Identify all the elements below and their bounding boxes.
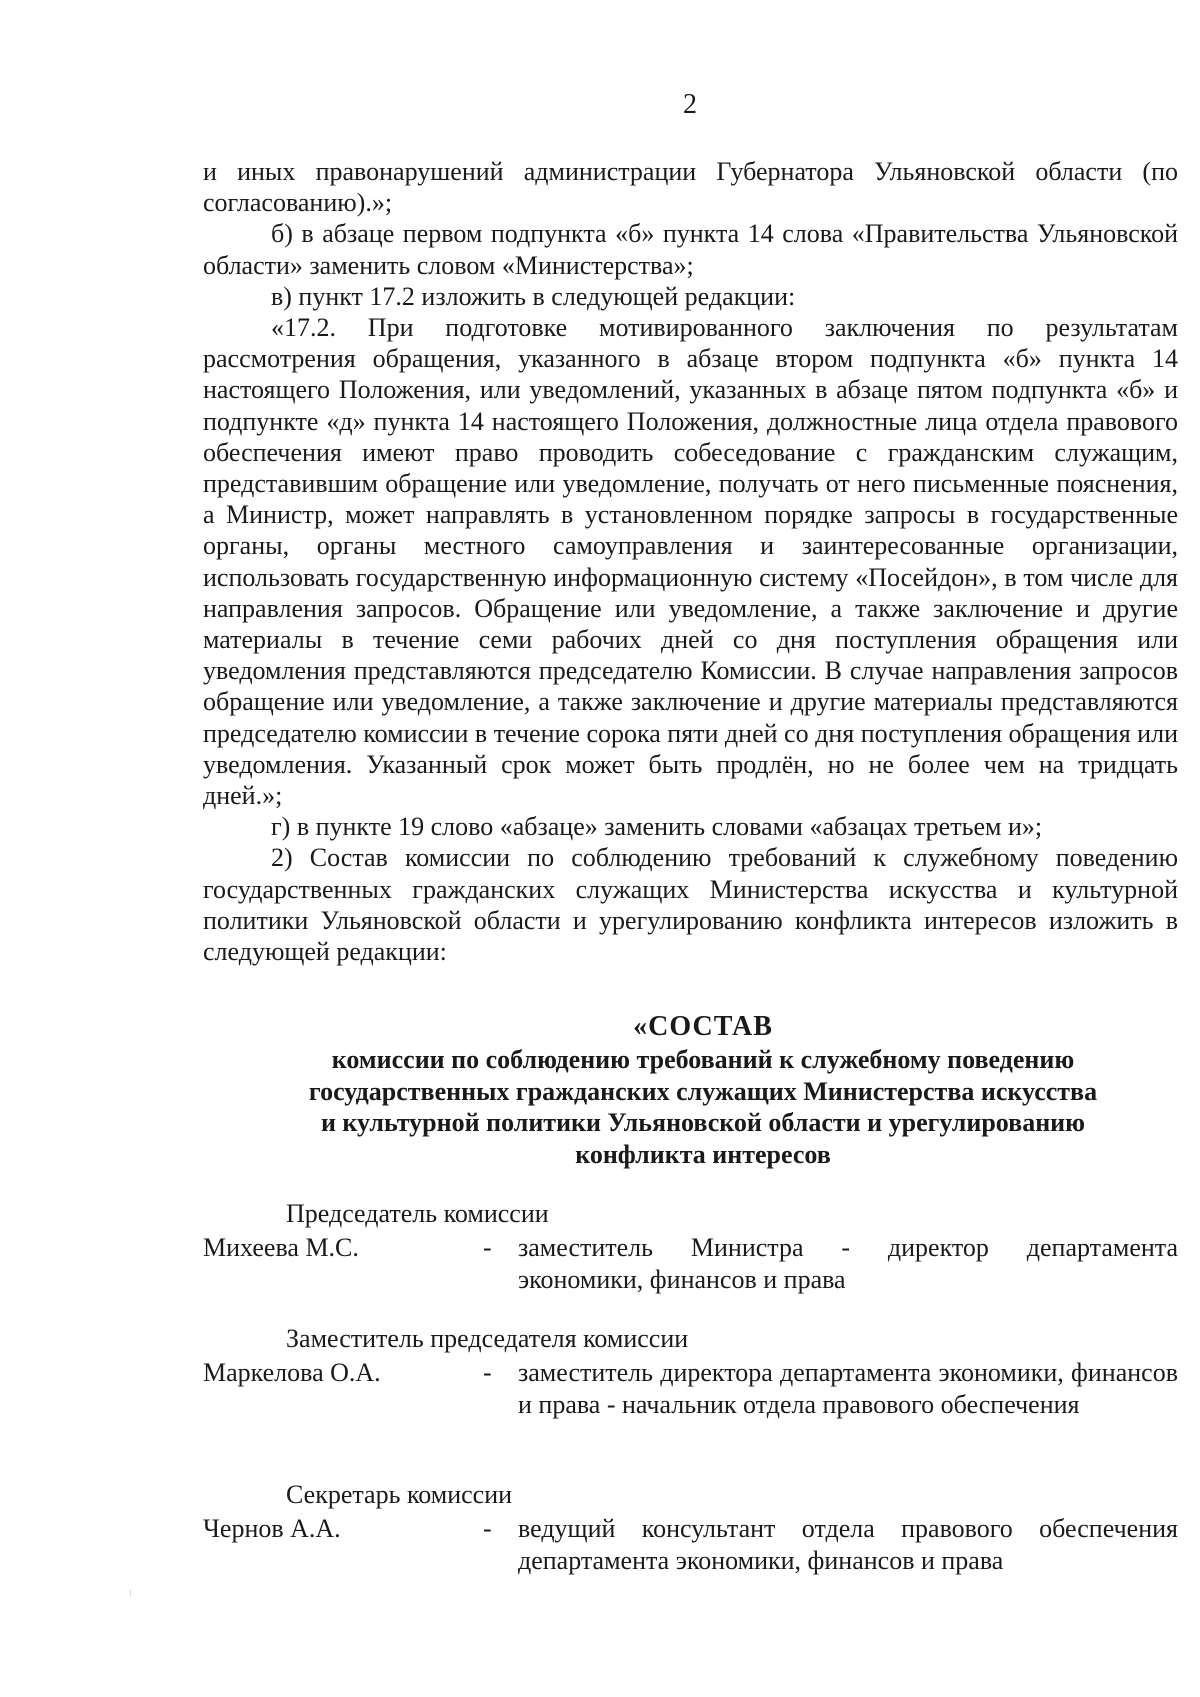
- member-dash: -: [483, 1514, 492, 1543]
- paragraph: б) в абзаце первом подпункта «б» пункта 14 слова «Правительства Ульяновской области» заменить словом «Министерства»;: [203, 219, 1178, 280]
- paragraph: 2) Состав комиссии по соблюдению требований к служебному поведению государственных гражданских служащих Министерства искусства и культурной политики Ульяновской области и урегулированию конфликта интересов изложить в следующей редакции:: [203, 843, 1178, 967]
- member-name: Чернов А.А.: [203, 1514, 341, 1543]
- paragraph: и иных правонарушений администрации Губернатора Ульяновской области (по согласованию).»;: [203, 157, 1178, 218]
- member-dash: -: [483, 1358, 492, 1387]
- member-role: Заместитель председателя комиссии: [286, 1324, 689, 1353]
- member-description: заместитель директора департамента экономики, финансов и права - начальник отдела правового обеспечения: [518, 1358, 1178, 1419]
- heading-title: «СОСТАВ: [633, 1011, 773, 1042]
- member-role: Председатель комиссии: [286, 1199, 549, 1228]
- member-name: Маркелова О.А.: [203, 1358, 381, 1387]
- scan-margin-mark: [130, 1590, 131, 1596]
- paragraph: г) в пункте 19 слово «абзаце» заменить словами «абзацах третьем и»;: [271, 812, 1043, 842]
- member-name: Михеева М.С.: [203, 1233, 359, 1262]
- paragraph: «17.2. При подготовке мотивированного заключения по результатам рассмотрения обращения, указанного в абзаце втором подпункта «б» пункта 14 настоящего Положения, или уведомлений, указанных в абзаце пятом подпункта «б» и подпункте «д» пункта 14 настоящего Положения, должностные лица отдела правового обеспечения имеют право проводить собеседование с гражданским служащим, представившим обращение или уведомление, получать от него письменные пояснения, а Министр, может направлять в установленном порядке запросы в государственные органы, органы местного самоуправления и заинтересованные организации, использовать государственную информационную систему «Посейдон», в том числе для направления запросов. Обращение или уведомление, а также заключение и другие материалы в течение семи рабочих дней со дня поступления обращения или уведомления представляются председателю Комиссии. В случае направления запросов обращение или уведомление, а также заключение и другие материалы представляются председателю комиссии в течение сорока пяти дней со дня поступления обращения или уведомления. Указанный срок может быть продлён, но не более чем на тридцать дней.»;: [203, 313, 1178, 811]
- heading-line: государственных гражданских служащих Министерства искусства: [308, 1076, 1098, 1106]
- paragraph: в) пункт 17.2 изложить в следующей редакции:: [271, 281, 796, 311]
- heading-line: комиссии по соблюдению требований к служебному поведению: [331, 1045, 1075, 1074]
- page-number: 2: [683, 89, 697, 120]
- composition-heading: [203, 1010, 1200, 1170]
- member-dash: -: [483, 1233, 492, 1262]
- member-description: ведущий консультант отдела правового обеспечения департамента экономики, финансов и права: [518, 1514, 1178, 1575]
- body-text: [203, 156, 1178, 967]
- member-description: заместитель Министра - директор департамента экономики, финансов и права: [518, 1233, 1178, 1294]
- heading-line: и культурной политики Ульяновской области и урегулированию: [320, 1108, 1086, 1137]
- member-role: Секретарь комиссии: [286, 1480, 513, 1509]
- heading-line: конфликта интересов: [575, 1139, 831, 1169]
